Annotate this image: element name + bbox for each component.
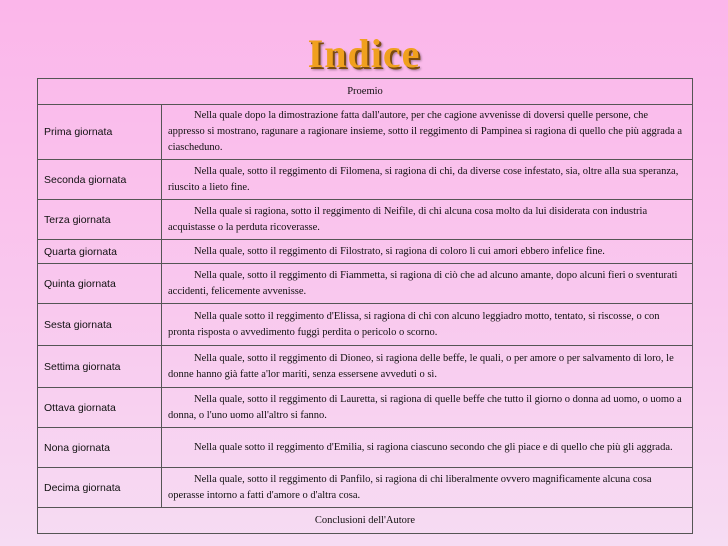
- table-row: [38, 240, 693, 264]
- day-description: Nella quale sotto il reggimento d'Emilia, si ragiona ciascuno secondo che gli piace e di quello che più gli aggrada.: [162, 428, 693, 468]
- day-description: Nella quale si ragiona, sotto il reggimento di Neifile, di chi alcuna cosa molto da lui disiderata con industria acquistasse o la perduta ricoverasse.: [162, 200, 693, 240]
- table-row: [38, 346, 693, 388]
- day-label: Prima giornata: [38, 105, 162, 160]
- table-row: [38, 304, 693, 346]
- day-label: Decima giornata: [38, 468, 162, 508]
- day-label: Nona giornata: [38, 428, 162, 468]
- table-row: [38, 388, 693, 428]
- day-description: Nella quale, sotto il reggimento di Panfilo, si ragiona di chi liberalmente ovvero magnificamente alcuna cosa operasse intorno a fatti d'amore o d'altra cosa.: [162, 468, 693, 508]
- index-table: [37, 78, 693, 534]
- day-label: Sesta giornata: [38, 304, 162, 346]
- table-row: [38, 160, 693, 200]
- day-label: Seconda giornata: [38, 160, 162, 200]
- day-description: Nella quale, sotto il reggimento di Filomena, si ragiona di chi, da diverse cose infestato, sia, oltre alla sua speranza, riuscito a lieto fine.: [162, 160, 693, 200]
- table-row-proemio: [38, 79, 693, 105]
- day-label: Quinta giornata: [38, 264, 162, 304]
- table-row: [38, 105, 693, 160]
- page-title: Indice: [307, 31, 421, 76]
- day-label: Quarta giornata: [38, 240, 162, 264]
- day-description: Nella quale sotto il reggimento d'Elissa, si ragiona di chi con alcuno leggiadro motto, tentato, si riscosse, o con pronta risposta o avvedimento fuggì perdita o pericolo o scorno.: [162, 304, 693, 346]
- day-label: Terza giornata: [38, 200, 162, 240]
- conclusioni-cell: Conclusioni dell'Autore: [38, 508, 693, 534]
- table-row: [38, 468, 693, 508]
- table-row: [38, 264, 693, 304]
- day-label: Settima giornata: [38, 346, 162, 388]
- day-description: Nella quale, sotto il reggimento di Filostrato, si ragiona di coloro li cui amori ebbero infelice fine.: [162, 240, 693, 264]
- day-label: Ottava giornata: [38, 388, 162, 428]
- day-description: Nella quale, sotto il reggimento di Lauretta, si ragiona di quelle beffe che tutto il giorno o donna ad uomo, o uomo a donna, o l'uno uomo all'altro si fanno.: [162, 388, 693, 428]
- day-description: Nella quale, sotto il reggimento di Fiammetta, si ragiona di ciò che ad alcuno amante, dopo alcuni fieri o sventurati accidenti, felicemente avvenisse.: [162, 264, 693, 304]
- table-row-conclusioni: [38, 508, 693, 534]
- table-row: [38, 428, 693, 468]
- table-row: [38, 200, 693, 240]
- day-description: Nella quale dopo la dimostrazione fatta dall'autore, per che cagione avvenisse di doversi quelle persone, che appresso si mostrano, ragunare a ragionare insieme, sotto il reggimento di Pampinea si ragiona di quello che più aggrada a ciascheduno.: [162, 105, 693, 160]
- day-description: Nella quale, sotto il reggimento di Dioneo, si ragiona delle beffe, le quali, o per amore o per salvamento di loro, le donne hanno già fatte a'lor mariti, senza essersene avveduti o sì.: [162, 346, 693, 388]
- proemio-cell: Proemio: [38, 79, 693, 105]
